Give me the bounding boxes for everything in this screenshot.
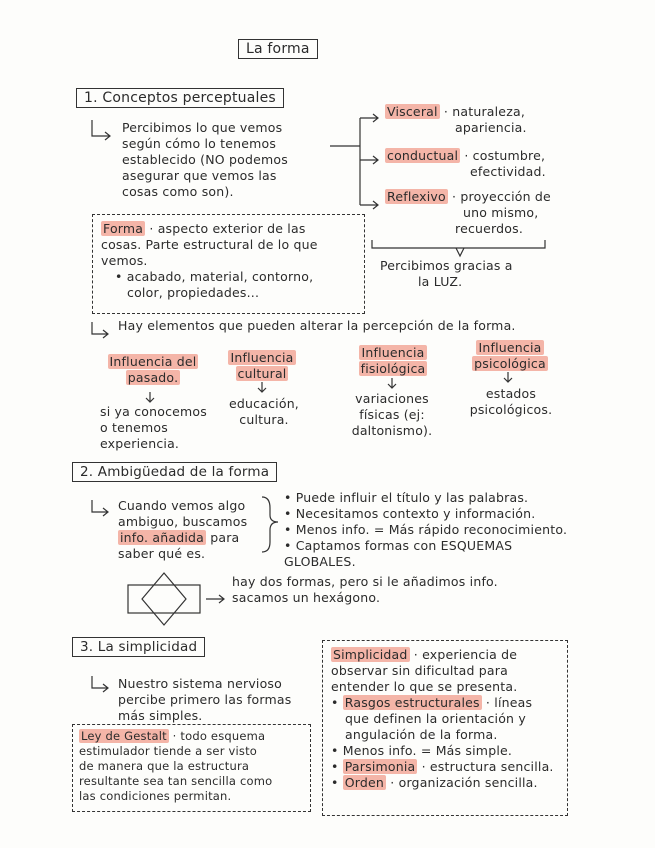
section-3-heading: 3. La simplicidad (72, 637, 205, 657)
type-visceral: Visceral · naturaleza, apariencia. (387, 104, 527, 135)
hexagon-note: hay dos formas, pero si le añadimos info. sacamos un hexágono. (232, 574, 498, 605)
section-1-heading: 1. Conceptos perceptuales (76, 88, 284, 108)
luz-note: Percibimos gracias a la LUZ. (380, 258, 513, 289)
luz-brace (372, 240, 545, 248)
section-2-heading: 2. Ambigüedad de la forma (72, 462, 277, 482)
influence-fisiologica: Influencia fisiológica (360, 345, 426, 376)
influence-psicologica-desc: estados psicológicos. (469, 386, 553, 417)
type-reflexivo: Reflexivo · proyección de uno mismo, recuerdos. (387, 189, 551, 236)
influence-pasado-desc: si ya conocemos o tenemos experiencia. (100, 404, 207, 451)
influence-pasado: Influencia del pasado. (109, 354, 197, 385)
influence-fisiologica-desc: variaciones físicas (ej: daltonismo). (351, 391, 433, 438)
influence-cultural: Influencia cultural (230, 350, 294, 381)
forma-definition-box: Forma · aspecto exterior de las cosas. Parte estructural de lo que vemos. • acabado, material, contorno, color, propiedades... (92, 214, 365, 314)
page-title: La forma (238, 39, 318, 59)
alter-note: Hay elementos que pueden alterar la percepción de la forma. (118, 318, 516, 333)
s2-bullets: • Puede influir el título y las palabras. • Necesitamos contexto y información. • Menos info. = Más rápido reconocimiento. • Captamos formas con ESQUEMAS GLOBALES. (284, 490, 568, 569)
s1-intro: Percibimos lo que vemos según cómo lo tenemos establecido (NO podemos asegurar que vemos las cosas como son). (122, 120, 288, 199)
influence-cultural-desc: educación, cultura. (229, 396, 299, 427)
simplicidad-box: Simplicidad · experiencia de observar sin dificultad para entender lo que se presenta. • Rasgos estructurales · líneas que definen la orientación y angulación de la forma. • Menos info. = Más simple. • Parsimonia · estructura sencilla. • Orden · organización sencilla. (322, 640, 568, 816)
arrow-conductual (360, 156, 378, 164)
arrow-reflexivo (360, 201, 378, 209)
arrow-visceral (360, 114, 378, 122)
type-conductual: conductual · costumbre, efectividad. (387, 148, 546, 179)
s2-intro: Cuando vemos algo ambiguo, buscamos info. añadida para saber qué es. (118, 498, 248, 561)
influence-psicologica: Influencia psicológica (474, 340, 546, 371)
s3-intro: Nuestro sistema nervioso percibe primero las formas más simples. (118, 676, 292, 723)
gestalt-box: Ley de Gestalt · todo esquema estimulador tiende a ser visto de manera que la estructura resultante sea tan sencilla como las condiciones permitan. (72, 724, 311, 812)
